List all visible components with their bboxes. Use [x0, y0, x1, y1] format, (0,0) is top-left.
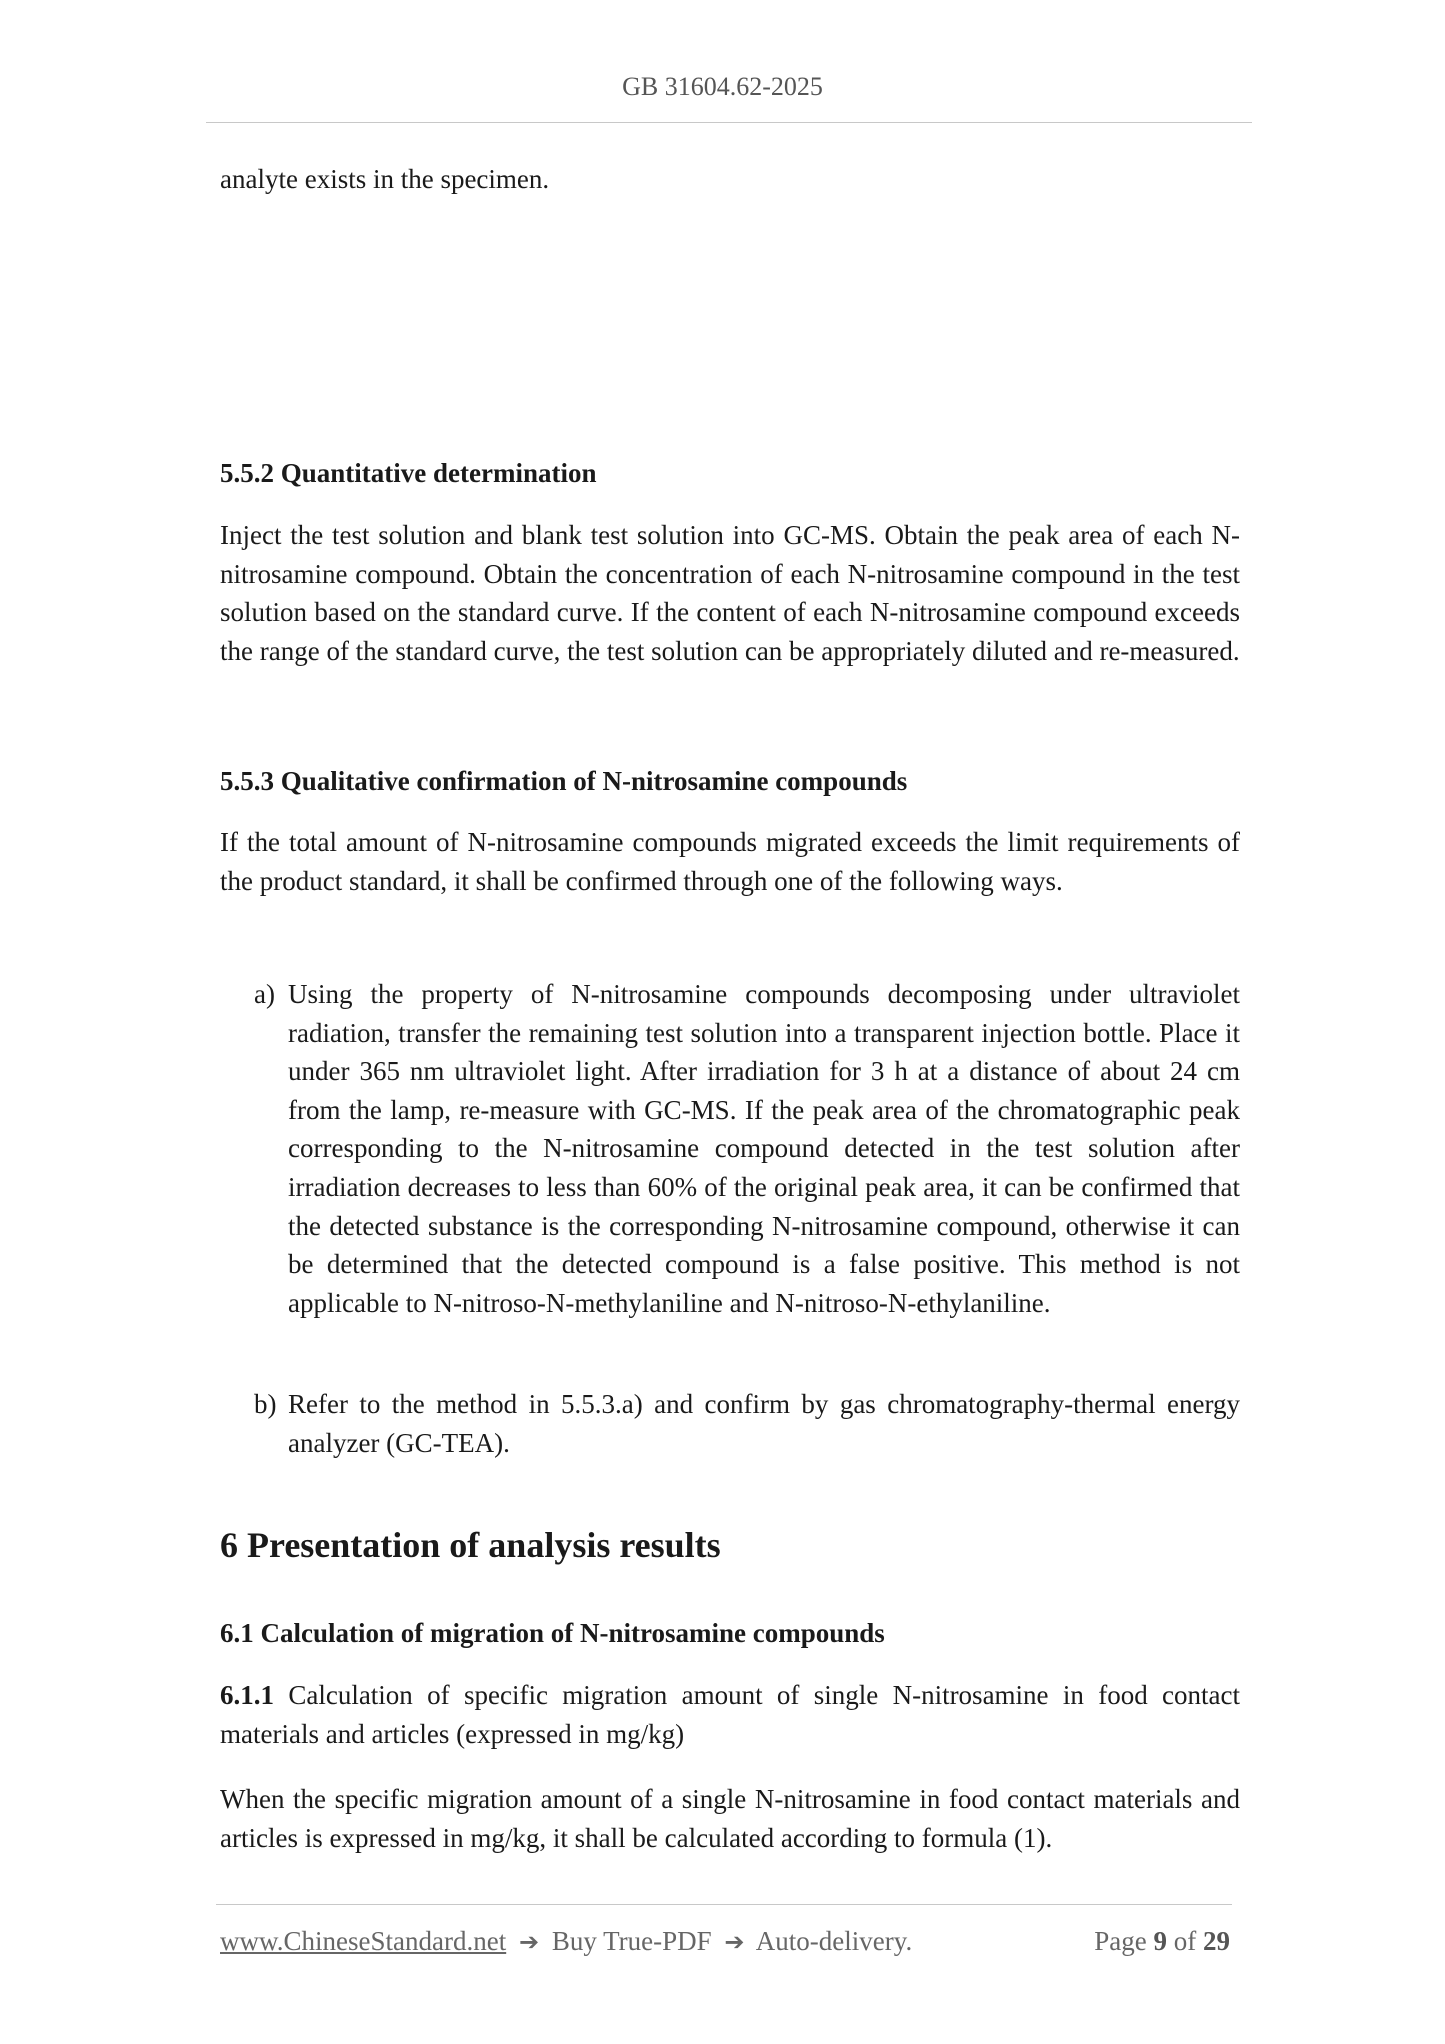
section-6-1-1-number: 6.1.1: [220, 1680, 274, 1710]
arrow-right-icon: ➔: [724, 1928, 745, 1956]
footer-divider: [216, 1904, 1232, 1905]
buy-pdf-text: Buy True-PDF: [551, 1926, 712, 1956]
page-number: [1094, 1926, 1230, 1957]
section-5-5-2-paragraph: Inject the test solution and blank test solution into GC-MS. Obtain the peak area of each N-nitrosamine compound. Obtain the concentration of each N-nitrosamine compound in the test solution based on the standard curve. If the content of each N-nitrosamine compound exceeds the range of the standard curve, the test solution can be appropriately diluted and re-measured.: [220, 520, 1240, 666]
list-item-a: [254, 975, 1240, 1322]
section-5-5-3-heading: 5.5.3 Qualitative confirmation of N-nitrosamine compounds: [220, 766, 908, 796]
list-marker-b: b): [254, 1389, 277, 1419]
footer-left: [220, 1926, 912, 1957]
document-id-header: GB 31604.62-2025: [622, 72, 823, 101]
list-text-a: Using the property of N-nitrosamine compounds decomposing under ultraviolet radiation, transfer the remaining test solution into a transparent injection bottle. Place it under 365 nm ultraviolet light. After irradiation for 3 h at a distance of about 24 cm from the lamp, re-measure with GC-MS. If the peak area of the chromatographic peak corresponding to the N-nitrosamine compound detected in the test solution after irradiation decreases to less than 60% of the original peak area, it can be confirmed that the detected substance is the corresponding N-nitrosamine compound, otherwise it can be determined that the detected compound is a false positive. This method is not applicable to N-nitroso-N-methylaniline and N-nitroso-N-ethylaniline.: [288, 979, 1240, 1318]
list-marker-a: a): [254, 979, 275, 1009]
page-label: Page: [1094, 1926, 1147, 1956]
current-page: 9: [1153, 1926, 1167, 1956]
of-label: of: [1173, 1926, 1197, 1956]
section-6-1-1-paragraph: [220, 1676, 1240, 1753]
site-link[interactable]: www.ChineseStandard.net: [220, 1926, 507, 1956]
arrow-right-icon: ➔: [518, 1928, 540, 1956]
section-6-1-1-title-text: Calculation of specific migration amount of single N-nitrosamine in food contact materials and articles (expressed in mg/kg): [220, 1680, 1240, 1749]
header-divider: [206, 122, 1252, 123]
section-6-1-heading: 6.1 Calculation of migration of N-nitrosamine compounds: [220, 1618, 885, 1648]
intro-fragment: analyte exists in the specimen.: [220, 164, 550, 194]
list-item-b: [254, 1385, 1240, 1462]
section-6-heading: 6 Presentation of analysis results: [220, 1525, 721, 1565]
auto-delivery-text: Auto-delivery.: [755, 1926, 913, 1956]
page-footer: [220, 1926, 1230, 1966]
formula-intro-paragraph: When the specific migration amount of a single N-nitrosamine in food contact materials and articles is expressed in mg/kg, it shall be calculated according to formula (1).: [220, 1784, 1240, 1853]
list-text-b: Refer to the method in 5.5.3.a) and confirm by gas chromatography-thermal energy analyzer (GC-TEA).: [288, 1389, 1240, 1458]
total-pages: 29: [1203, 1926, 1230, 1956]
section-5-5-3-paragraph: If the total amount of N-nitrosamine compounds migrated exceeds the limit requirements of the product standard, it shall be confirmed through one of the following ways.: [220, 827, 1240, 896]
section-5-5-2-heading: 5.5.2 Quantitative determination: [220, 458, 597, 488]
